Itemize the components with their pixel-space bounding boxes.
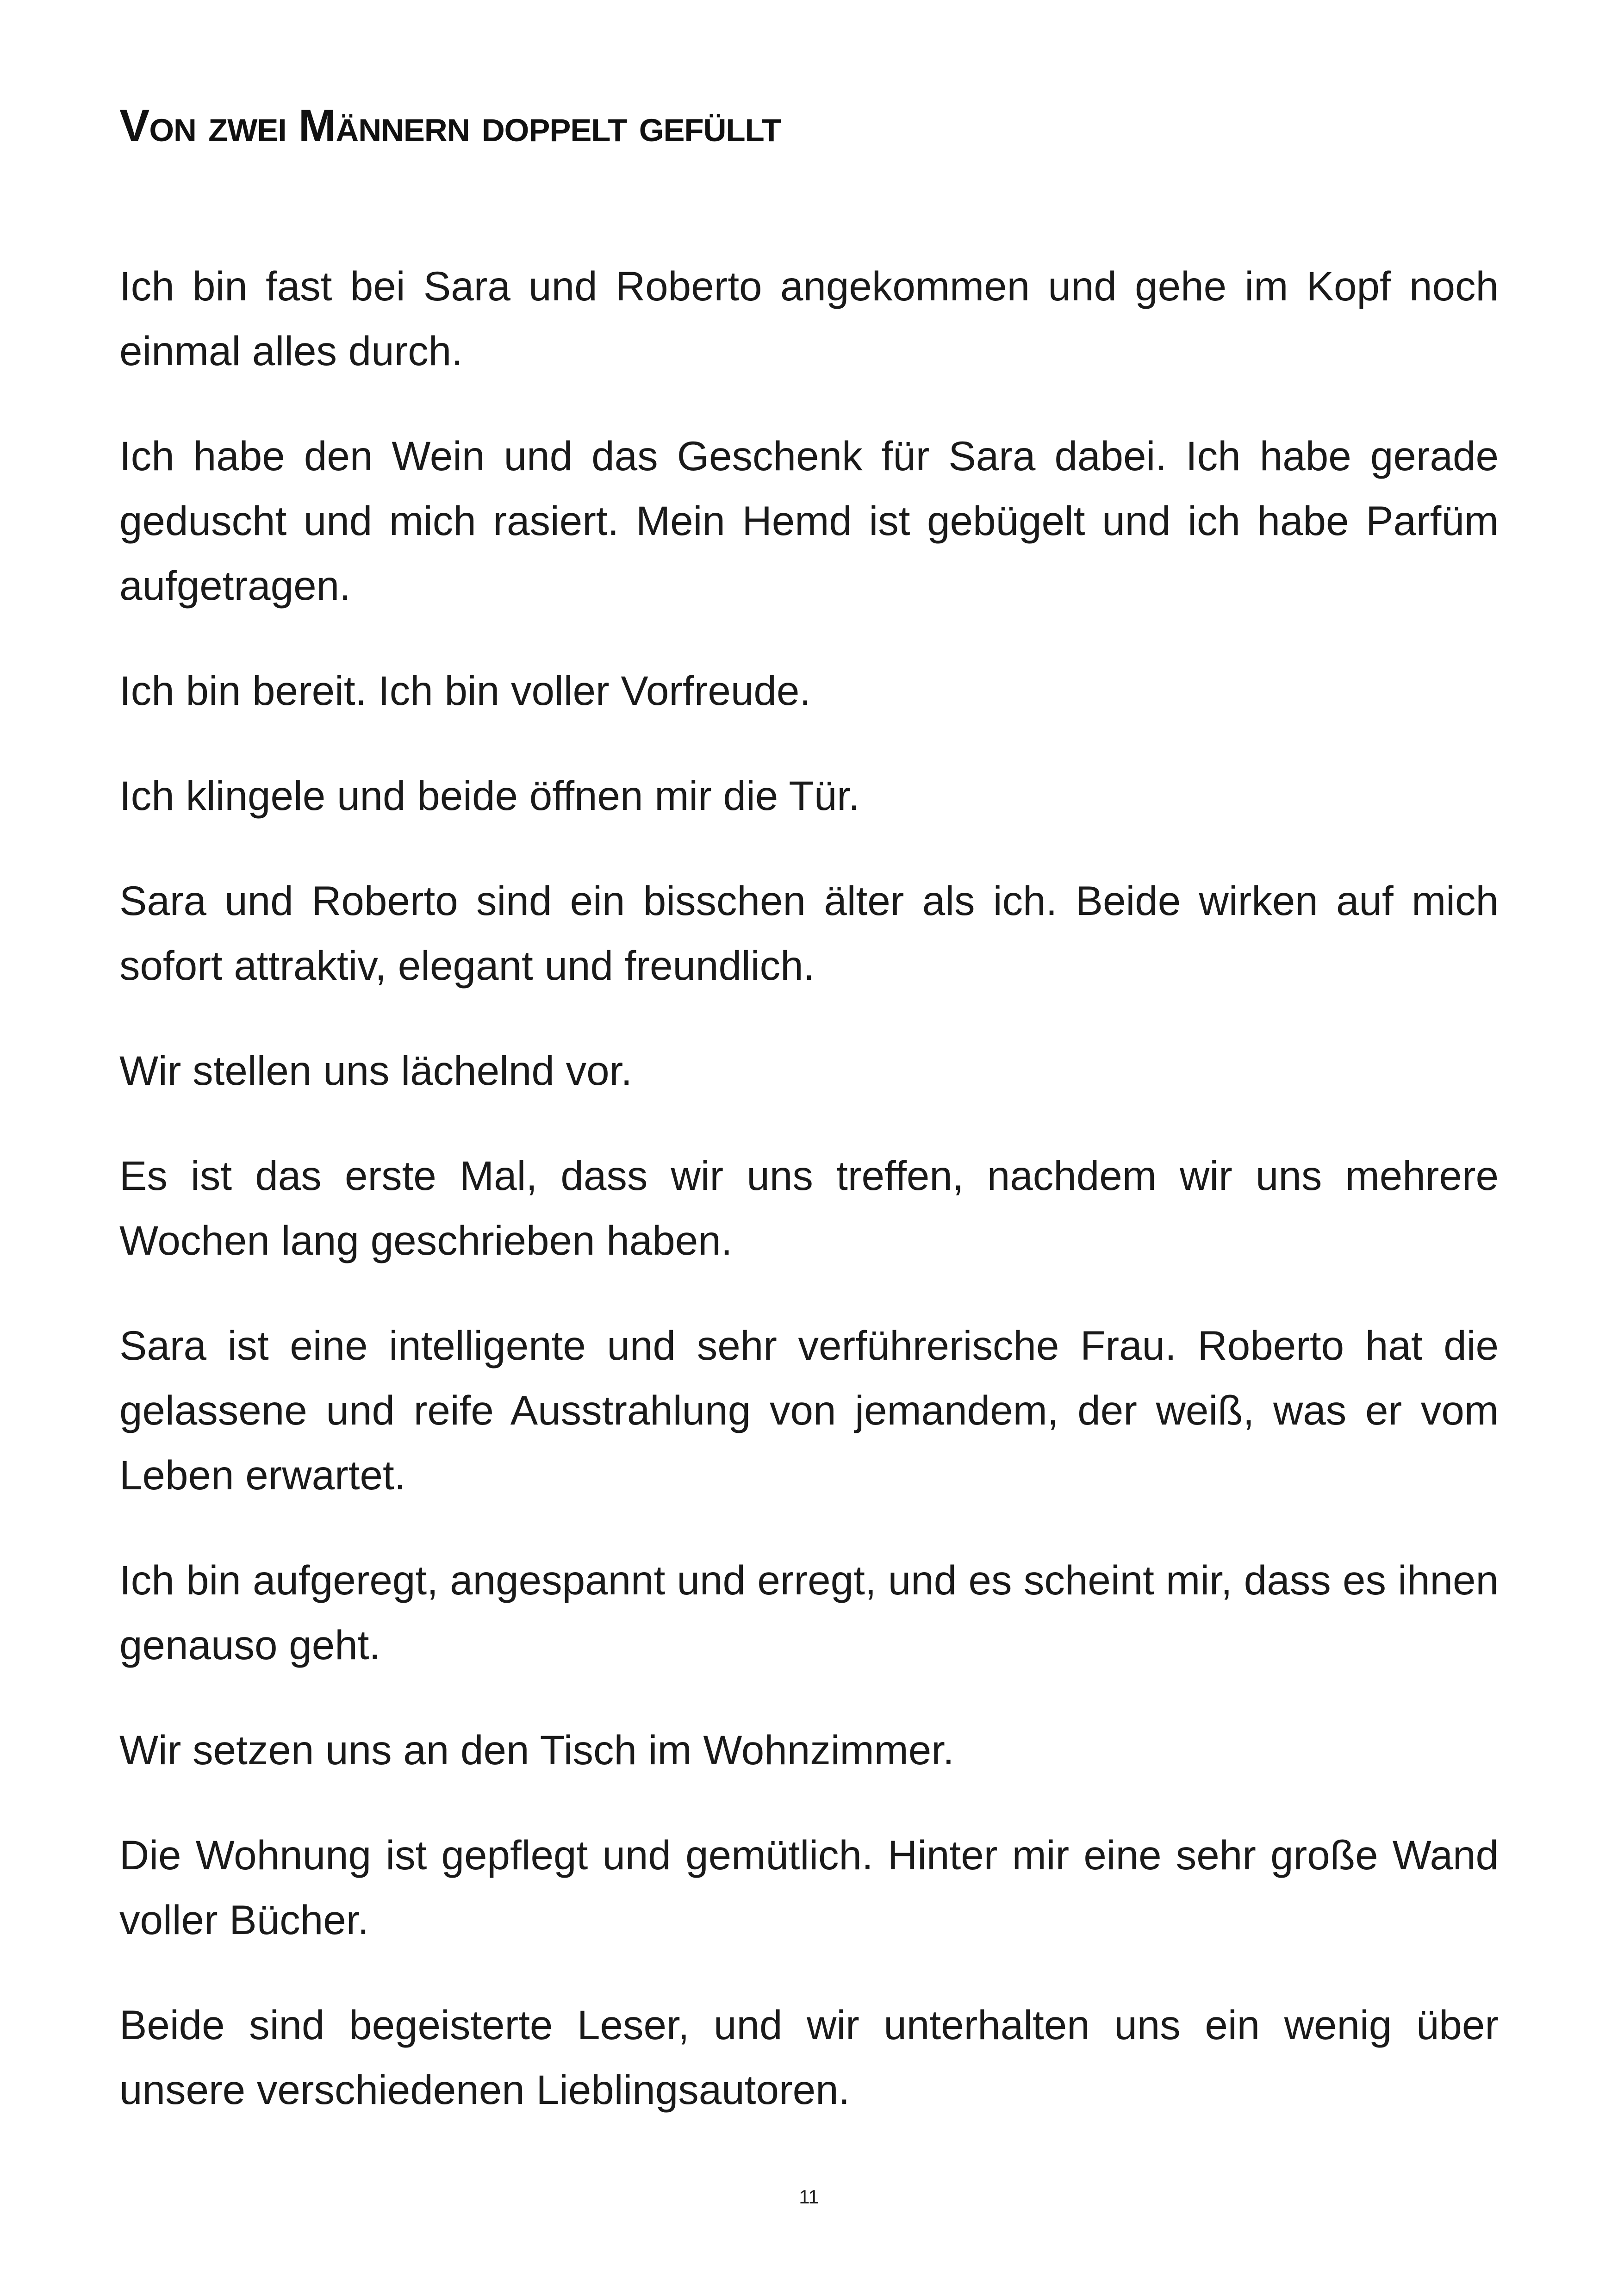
paragraph: Ich klingele und beide öffnen mir die Tür.: [119, 772, 860, 819]
page-number: 11: [799, 2186, 819, 2208]
paragraph: Wir setzen uns an den Tisch im Wohnzimmer.: [119, 1727, 954, 1773]
paragraph: Ich habe den Wein und das Geschenk für Sara dabei. Ich habe gerade geduscht und mich rasiert. Mein Hemd ist gebügelt und ich habe Parfüm aufgetragen.: [119, 433, 1499, 609]
paragraph: Wir stellen uns lächelnd vor.: [119, 1047, 633, 1094]
paragraph: Sara und Roberto sind ein bisschen älter als ich. Beide wirken auf mich sofort attraktiv, elegant und freundlich.: [119, 877, 1499, 989]
chapter-title: Von zwei Männern doppelt gefüllt: [119, 100, 781, 151]
paragraph: Sara ist eine intelligente und sehr verführerische Frau. Roberto hat die gelassene und reife Ausstrahlung von jemandem, der weiß, was er vom Leben erwartet.: [119, 1322, 1499, 1498]
paragraph: Es ist das erste Mal, dass wir uns treffen, nachdem wir uns mehrere Wochen lang geschrieben haben.: [119, 1152, 1499, 1263]
paragraph: Ich bin aufgeregt, angespannt und erregt, und es scheint mir, dass es ihnen genauso geht.: [119, 1557, 1499, 1668]
chapter-body: [119, 254, 1499, 2162]
paragraph: Ich bin fast bei Sara und Roberto angekommen und gehe im Kopf noch einmal alles durch.: [119, 263, 1499, 374]
paragraph: Beide sind begeisterte Leser, und wir unterhalten uns ein wenig über unsere verschiedenen Lieblingsautoren.: [119, 2002, 1499, 2113]
paragraph: Ich bin bereit. Ich bin voller Vorfreude.: [119, 667, 811, 714]
paragraph: Die Wohnung ist gepflegt und gemütlich. Hinter mir eine sehr große Wand voller Bücher.: [119, 1832, 1499, 1943]
